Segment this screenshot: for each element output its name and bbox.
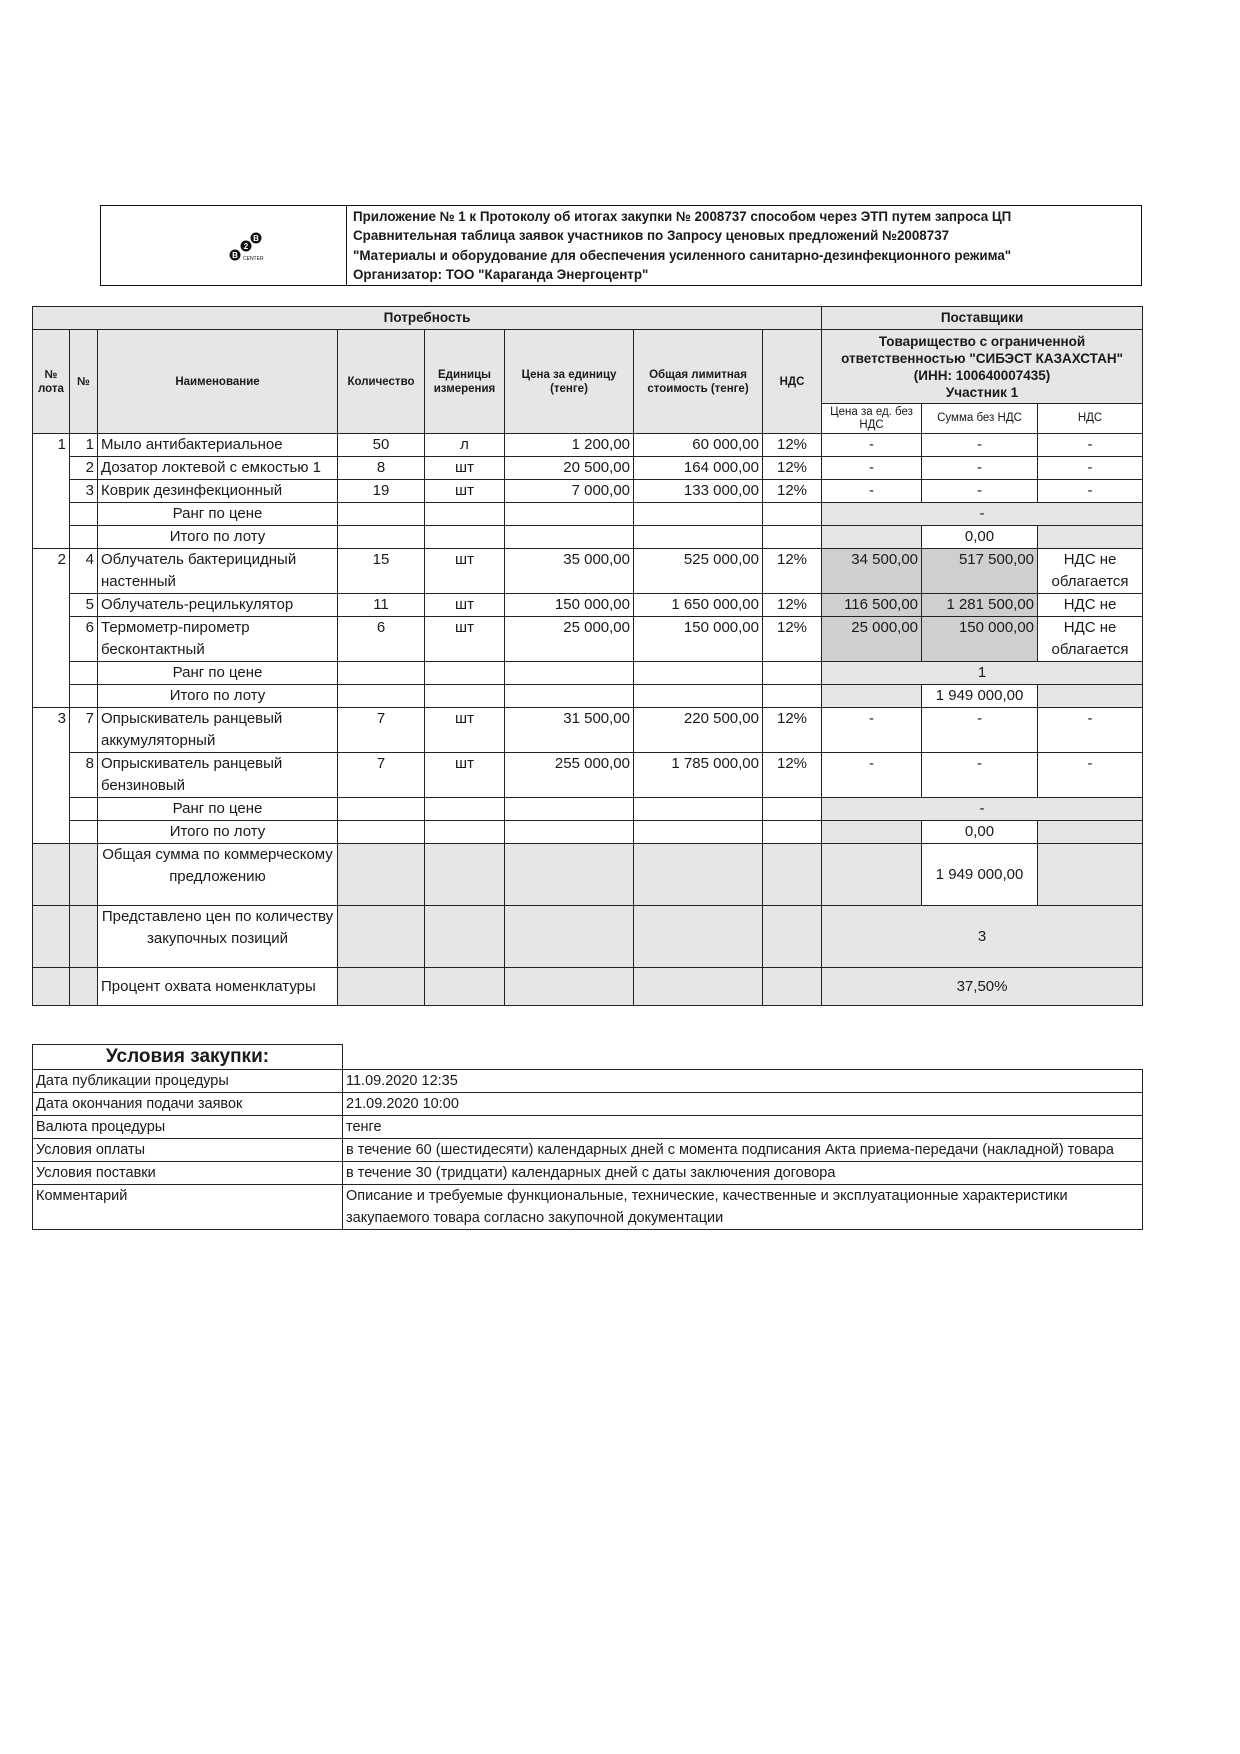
item-vat: 12% <box>763 617 822 662</box>
supplier-participant: Участник 1 <box>945 384 1019 400</box>
supplier-unit-price: - <box>822 434 922 457</box>
summary-blank-cell <box>505 526 634 549</box>
header-line-1: Приложение № 1 к Протоколу об итогах закупки № 2008737 способом через ЭТП путем запроса ЦП <box>353 209 1012 224</box>
item-row <box>33 457 1143 480</box>
lot-number: 1 <box>33 434 70 549</box>
supplier-name: Товарищество с ограниченной ответственностью "СИБЭСТ КАЗАХСТАН" (ИНН: 100640007435) <box>841 333 1123 383</box>
supplier-vat: НДС не облагается <box>1038 617 1143 662</box>
item-quantity: 11 <box>338 594 425 617</box>
condition-label: Дата публикации процедуры <box>33 1070 343 1093</box>
lot-summary-row <box>33 685 1143 708</box>
item-number: 6 <box>70 617 98 662</box>
summary-blank-cell <box>338 798 425 821</box>
item-unit: шт <box>425 549 505 594</box>
grand-summary-label: Процент охвата номенклатуры <box>98 968 338 1006</box>
grand-summary-row <box>33 968 1143 1006</box>
lot-summary-row <box>33 503 1143 526</box>
summary-blank-cell <box>338 821 425 844</box>
summary-blank-cell <box>425 906 505 968</box>
group-suppliers-header: Поставщики <box>822 307 1143 330</box>
summary-blank-cell <box>763 798 822 821</box>
summary-blank-cell <box>822 844 922 906</box>
summary-blank-cell <box>634 844 763 906</box>
comparison-table <box>32 306 1143 1006</box>
supplier-unit-price: 116 500,00 <box>822 594 922 617</box>
supplier-sum: 1 281 500,00 <box>922 594 1038 617</box>
item-number: 1 <box>70 434 98 457</box>
condition-value: Описание и требуемые функциональные, технические, качественные и эксплуатационные характеристики закупаемого товара согласно закупочной документации <box>343 1185 1143 1230</box>
item-name: Опрыскиватель ранцевый аккумуляторный <box>98 708 338 753</box>
header-line-4: Организатор: ТОО "Караганда Энергоцентр" <box>353 267 649 283</box>
col-total-header: Общая лимитная стоимость (тенге) <box>634 330 763 434</box>
svg-text:B: B <box>253 234 259 243</box>
summary-blank-cell <box>425 844 505 906</box>
supplier-unit-price: - <box>822 480 922 503</box>
lot-summary-row <box>33 662 1143 685</box>
grand-summary-row <box>33 844 1143 906</box>
supplier-sum: 517 500,00 <box>922 549 1038 594</box>
supplier-unit-price: - <box>822 708 922 753</box>
condition-value: в течение 60 (шестидесяти) календарных дней с момента подписания Акта приема-передачи (накладной) товара <box>343 1139 1143 1162</box>
summary-blank-cell <box>425 685 505 708</box>
summary-num-blank <box>70 798 98 821</box>
item-vat: 12% <box>763 549 822 594</box>
summary-num-blank <box>70 526 98 549</box>
condition-value: в течение 30 (тридцати) календарных дней с даты заключения договора <box>343 1162 1143 1185</box>
supplier-vat: - <box>1038 457 1143 480</box>
header-text <box>353 207 1011 285</box>
col-num-header: № <box>70 330 98 434</box>
conditions-title: Условия закупки: <box>33 1045 343 1070</box>
condition-row <box>33 1162 1143 1185</box>
summary-num-blank <box>70 685 98 708</box>
summary-num-blank <box>70 662 98 685</box>
summary-blank-cell <box>425 821 505 844</box>
item-vat: 12% <box>763 457 822 480</box>
summary-blank-cell <box>505 821 634 844</box>
supplier-vat: - <box>1038 480 1143 503</box>
grand-summary-label: Представлено цен по количеству закупочных позиций <box>98 906 338 968</box>
summary-blank-cell <box>634 685 763 708</box>
supplier-unit-price: - <box>822 753 922 798</box>
summary-blank-cell <box>70 906 98 968</box>
summary-blank-cell <box>425 662 505 685</box>
summary-blank-cell <box>634 503 763 526</box>
item-row <box>33 434 1143 457</box>
sub-sum-header: Сумма без НДС <box>922 404 1038 434</box>
col-price-header: Цена за единицу (тенге) <box>505 330 634 434</box>
condition-row <box>33 1070 1143 1093</box>
supplier-vat: НДС не облагается <box>1038 549 1143 594</box>
summary-blank-cell <box>33 844 70 906</box>
conditions-body <box>33 1070 1143 1230</box>
item-name: Облучатель бактерицидный настенный <box>98 549 338 594</box>
item-total: 133 000,00 <box>634 480 763 503</box>
lot-total-value: 0,00 <box>922 526 1038 549</box>
supplier-vat: - <box>1038 434 1143 457</box>
item-quantity: 15 <box>338 549 425 594</box>
item-number: 4 <box>70 549 98 594</box>
summary-blank-cell <box>634 798 763 821</box>
price-rank-value: - <box>822 503 1143 526</box>
summary-blank-cell <box>505 798 634 821</box>
lot-number: 2 <box>33 549 70 708</box>
comparison-body <box>33 434 1143 1006</box>
grand-summary-value: 37,50% <box>822 968 1143 1006</box>
grand-summary-label: Общая сумма по коммерческому предложению <box>98 844 338 906</box>
col-vat-header: НДС <box>763 330 822 434</box>
item-row <box>33 480 1143 503</box>
summary-blank-cell <box>763 906 822 968</box>
condition-row <box>33 1093 1143 1116</box>
item-name: Коврик дезинфекционный <box>98 480 338 503</box>
item-total: 1 650 000,00 <box>634 594 763 617</box>
summary-blank-cell <box>33 968 70 1006</box>
supplier-vat: НДС не <box>1038 594 1143 617</box>
item-total: 150 000,00 <box>634 617 763 662</box>
lot-number: 3 <box>33 708 70 844</box>
summary-blank-cell <box>33 906 70 968</box>
lot-total-blank <box>822 685 922 708</box>
item-price: 35 000,00 <box>505 549 634 594</box>
summary-label: Итого по лоту <box>98 526 338 549</box>
svg-text:2: 2 <box>243 242 249 251</box>
lot-total-blank <box>1038 821 1143 844</box>
summary-blank-cell <box>763 968 822 1006</box>
lot-total-blank <box>822 526 922 549</box>
grand-summary-value: 3 <box>822 906 1143 968</box>
supplier-header <box>822 330 1143 404</box>
item-name: Дозатор локтевой с емкостью 1 <box>98 457 338 480</box>
summary-blank-cell <box>505 844 634 906</box>
summary-label: Ранг по цене <box>98 798 338 821</box>
summary-blank-cell <box>70 844 98 906</box>
summary-blank-cell <box>70 968 98 1006</box>
item-row <box>33 753 1143 798</box>
summary-blank-cell <box>634 906 763 968</box>
header-line-3: "Материалы и оборудование для обеспечения усиленного санитарно-дезинфекционного режима" <box>353 247 1012 263</box>
item-number: 5 <box>70 594 98 617</box>
item-row <box>33 708 1143 753</box>
summary-blank-cell <box>634 821 763 844</box>
condition-row <box>33 1139 1143 1162</box>
supplier-unit-price: 34 500,00 <box>822 549 922 594</box>
item-row <box>33 617 1143 662</box>
col-lot-header: № лота <box>33 330 70 434</box>
item-price: 20 500,00 <box>505 457 634 480</box>
condition-value: 11.09.2020 12:35 <box>343 1070 1143 1093</box>
item-vat: 12% <box>763 753 822 798</box>
item-price: 1 200,00 <box>505 434 634 457</box>
item-row <box>33 549 1143 594</box>
supplier-vat: - <box>1038 708 1143 753</box>
sub-vat-header: НДС <box>1038 404 1143 434</box>
supplier-vat: - <box>1038 753 1143 798</box>
lot-total-blank <box>1038 526 1143 549</box>
supplier-unit-price: - <box>822 457 922 480</box>
svg-text:CENTER: CENTER <box>243 256 264 262</box>
condition-label: Комментарий <box>33 1185 343 1230</box>
item-total: 164 000,00 <box>634 457 763 480</box>
item-total: 525 000,00 <box>634 549 763 594</box>
item-price: 31 500,00 <box>505 708 634 753</box>
supplier-unit-price: 25 000,00 <box>822 617 922 662</box>
item-vat: 12% <box>763 434 822 457</box>
condition-label: Условия оплаты <box>33 1139 343 1162</box>
item-number: 7 <box>70 708 98 753</box>
conditions-table <box>32 1044 1143 1230</box>
summary-label: Ранг по цене <box>98 662 338 685</box>
grand-summary-value: 1 949 000,00 <box>922 844 1038 906</box>
b2b-center-logo <box>101 206 347 285</box>
item-vat: 12% <box>763 480 822 503</box>
summary-blank-cell <box>338 844 425 906</box>
item-number: 2 <box>70 457 98 480</box>
supplier-sum: - <box>922 753 1038 798</box>
item-quantity: 8 <box>338 457 425 480</box>
sub-price-header: Цена за ед. без НДС <box>822 404 922 434</box>
item-name: Опрыскиватель ранцевый бензиновый <box>98 753 338 798</box>
item-unit: шт <box>425 594 505 617</box>
conditions-title-spacer <box>343 1045 1143 1070</box>
item-name: Облучатель-рецилькулятор <box>98 594 338 617</box>
lot-summary-row <box>33 526 1143 549</box>
price-rank-value: - <box>822 798 1143 821</box>
item-unit: л <box>425 434 505 457</box>
item-price: 150 000,00 <box>505 594 634 617</box>
logo-icon <box>101 206 346 285</box>
item-name: Термометр-пирометр бесконтактный <box>98 617 338 662</box>
item-total: 220 500,00 <box>634 708 763 753</box>
summary-blank-cell <box>763 503 822 526</box>
summary-label: Итого по лоту <box>98 685 338 708</box>
summary-blank-cell <box>505 968 634 1006</box>
header-line-2: Сравнительная таблица заявок участников по Запросу ценовых предложений №2008737 <box>353 228 950 244</box>
lot-summary-row <box>33 798 1143 821</box>
item-number: 8 <box>70 753 98 798</box>
summary-label: Итого по лоту <box>98 821 338 844</box>
summary-blank-cell <box>634 662 763 685</box>
summary-blank-cell <box>425 968 505 1006</box>
summary-blank-cell <box>425 526 505 549</box>
lot-total-blank <box>1038 685 1143 708</box>
item-price: 255 000,00 <box>505 753 634 798</box>
item-quantity: 6 <box>338 617 425 662</box>
item-number: 3 <box>70 480 98 503</box>
item-total: 60 000,00 <box>634 434 763 457</box>
summary-blank-cell <box>338 526 425 549</box>
summary-blank-cell <box>425 503 505 526</box>
summary-blank-cell <box>338 503 425 526</box>
svg-text:B: B <box>232 251 238 260</box>
condition-label: Дата окончания подачи заявок <box>33 1093 343 1116</box>
summary-blank-cell <box>1038 844 1143 906</box>
condition-label: Условия поставки <box>33 1162 343 1185</box>
item-quantity: 50 <box>338 434 425 457</box>
item-unit: шт <box>425 617 505 662</box>
supplier-sum: 150 000,00 <box>922 617 1038 662</box>
condition-value: 21.09.2020 10:00 <box>343 1093 1143 1116</box>
condition-value: тенге <box>343 1116 1143 1139</box>
summary-blank-cell <box>634 526 763 549</box>
item-unit: шт <box>425 457 505 480</box>
item-price: 25 000,00 <box>505 617 634 662</box>
document-header <box>100 205 1142 286</box>
summary-blank-cell <box>763 662 822 685</box>
summary-blank-cell <box>338 685 425 708</box>
lot-total-value: 1 949 000,00 <box>922 685 1038 708</box>
item-name: Мыло антибактериальное <box>98 434 338 457</box>
summary-blank-cell <box>763 685 822 708</box>
summary-num-blank <box>70 821 98 844</box>
supplier-sum: - <box>922 480 1038 503</box>
item-vat: 12% <box>763 594 822 617</box>
condition-label: Валюта процедуры <box>33 1116 343 1139</box>
summary-blank-cell <box>425 798 505 821</box>
item-quantity: 19 <box>338 480 425 503</box>
summary-blank-cell <box>338 906 425 968</box>
supplier-sum: - <box>922 457 1038 480</box>
price-rank-value: 1 <box>822 662 1143 685</box>
col-unit-header: Единицы измерения <box>425 330 505 434</box>
item-quantity: 7 <box>338 708 425 753</box>
item-vat: 12% <box>763 708 822 753</box>
summary-blank-cell <box>505 906 634 968</box>
lot-summary-row <box>33 821 1143 844</box>
summary-blank-cell <box>763 844 822 906</box>
summary-blank-cell <box>338 662 425 685</box>
summary-blank-cell <box>634 968 763 1006</box>
summary-blank-cell <box>505 685 634 708</box>
condition-row <box>33 1116 1143 1139</box>
summary-blank-cell <box>763 526 822 549</box>
col-name-header: Наименование <box>98 330 338 434</box>
summary-blank-cell <box>505 503 634 526</box>
item-price: 7 000,00 <box>505 480 634 503</box>
supplier-sum: - <box>922 708 1038 753</box>
item-unit: шт <box>425 480 505 503</box>
summary-num-blank <box>70 503 98 526</box>
item-unit: шт <box>425 753 505 798</box>
item-quantity: 7 <box>338 753 425 798</box>
item-row <box>33 594 1143 617</box>
grand-summary-row <box>33 906 1143 968</box>
supplier-sum: - <box>922 434 1038 457</box>
item-unit: шт <box>425 708 505 753</box>
lot-total-value: 0,00 <box>922 821 1038 844</box>
summary-blank-cell <box>338 968 425 1006</box>
lot-total-blank <box>822 821 922 844</box>
condition-row <box>33 1185 1143 1230</box>
summary-blank-cell <box>505 662 634 685</box>
col-qty-header: Количество <box>338 330 425 434</box>
summary-blank-cell <box>763 821 822 844</box>
item-total: 1 785 000,00 <box>634 753 763 798</box>
summary-label: Ранг по цене <box>98 503 338 526</box>
group-need-header: Потребность <box>33 307 822 330</box>
